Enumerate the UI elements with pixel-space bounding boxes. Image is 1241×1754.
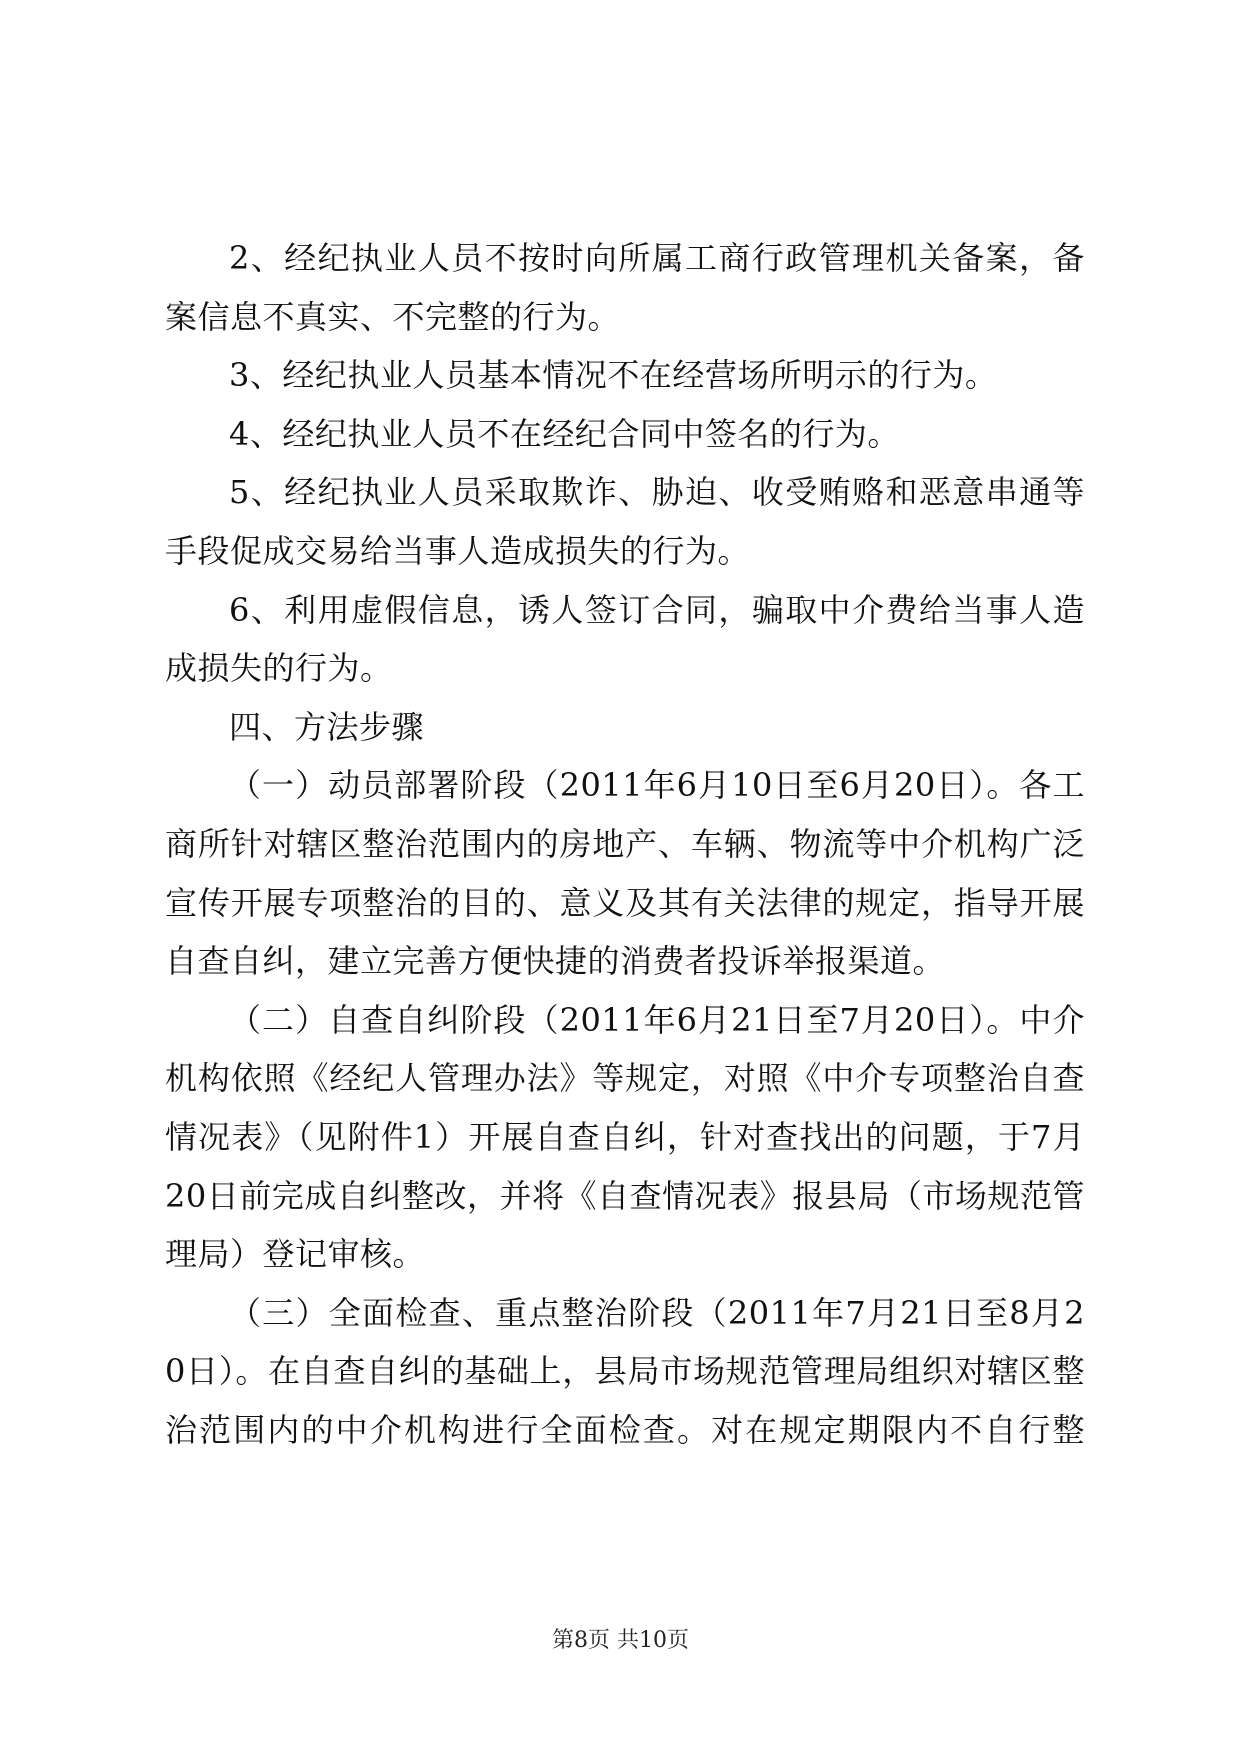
paragraph-item-6: 6、利用虚假信息，诱人签订合同，骗取中介费给当事人造成损失的行为。	[165, 590, 1085, 688]
paragraph-item-5: 5、经纪执业人员采取欺诈、胁迫、收受贿赂和恶意串通等手段促成交易给当事人造成损失的行为。	[165, 473, 1085, 570]
paragraph-stage-3: （三）全面检查、重点整治阶段（2011年7月21日至8月20日）。在自查自纠的基础上，县局市场规范管理局组织对辖区整治范围内的中介机构进行全面检查。对在规定期限内不自行整	[165, 1293, 1085, 1449]
paragraph-stage-2: （二）自查自纠阶段（2011年6月21日至7月20日）。中介机构依照《经纪人管理办法》等规定，对照《中介专项整治自查情况表》（见附件1）开展自查自纠，针对查找出的问题，于7月20日前完成自纠整改，并将《自查情况表》报县局（市场规范管理局）登记审核。	[165, 1000, 1085, 1274]
paragraph-stage-1: （一）动员部署阶段（2011年6月10日至6月20日）。各工商所针对辖区整治范围内的房地产、车辆、物流等中介机构广泛宣传开展专项整治的目的、意义及其有关法律的规定，指导开展自查自纠，建立完善方便快捷的消费者投诉举报渠道。	[165, 766, 1085, 981]
document-body	[165, 229, 1085, 1459]
section-heading-4: 四、方法步骤	[229, 707, 425, 746]
paragraph-item-2: 2、经纪执业人员不按时向所属工商行政管理机关备案，备案信息不真实、不完整的行为。	[165, 239, 1085, 336]
paragraph-item-3: 3、经纪执业人员基本情况不在经营场所明示的行为。	[229, 356, 998, 395]
paragraph-item-4: 4、经纪执业人员不在经纪合同中签名的行为。	[229, 414, 900, 453]
page-footer: 第8页 共10页	[552, 1628, 689, 1653]
